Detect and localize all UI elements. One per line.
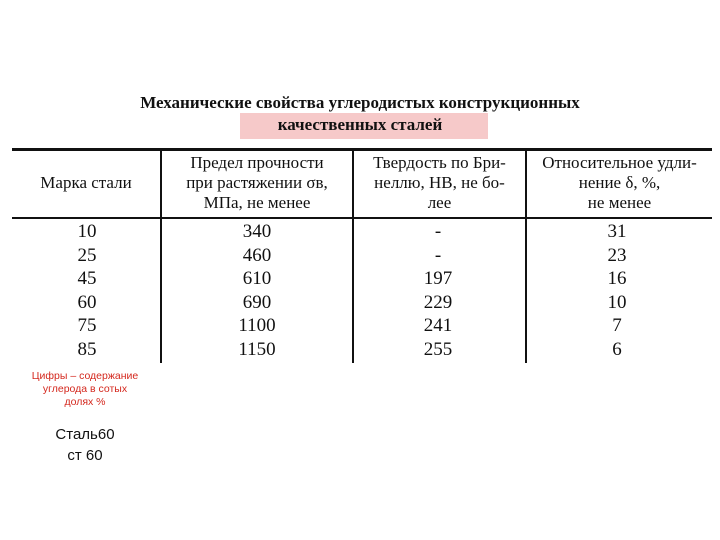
table-title	[60, 92, 660, 136]
table-cell: 60	[77, 291, 97, 313]
column-tensile-strength	[212, 220, 302, 361]
table-cell: -	[434, 244, 442, 266]
table-cell: 197	[423, 268, 453, 289]
table-cell: 690	[242, 291, 272, 313]
table-cell: 25	[77, 244, 97, 266]
table-top-border	[12, 148, 712, 151]
header-steel-grade: Марка стали	[40, 173, 132, 192]
table-cell: 1100	[238, 315, 276, 336]
table-cell: 460	[242, 244, 272, 266]
column-elongation	[582, 220, 652, 361]
table-cell: 31	[607, 221, 627, 242]
table-cell: 1150	[238, 338, 276, 360]
table-cell: 10	[607, 291, 627, 313]
table-cell: 45	[77, 268, 97, 289]
header-elongation: Относительное удли- нение δ, %, не менее	[542, 153, 697, 212]
column-brinell-hardness	[398, 220, 478, 361]
table-cell: 229	[423, 291, 453, 313]
table-cell: 6	[612, 338, 622, 360]
table-cell: 16	[607, 268, 627, 289]
header-brinell-hardness: Твердость по Бри- неллю, НВ, не бо- лее	[373, 153, 506, 212]
table-cell: 23	[607, 244, 627, 266]
table-cell: 75	[77, 315, 97, 336]
column-steel-grade	[52, 220, 122, 361]
steel-designation-example: Сталь60 ст 60	[55, 426, 115, 464]
table-cell: 7	[612, 315, 622, 336]
title-line-2: качественных сталей	[277, 115, 443, 134]
title-line-1: Механические свойства углеродистых конструкционных	[140, 93, 580, 112]
table-cell: 85	[77, 338, 97, 360]
table-cell: 255	[423, 338, 453, 360]
header-bottom-border	[12, 217, 712, 219]
table-cell: 241	[423, 315, 453, 336]
table-cell: 340	[242, 221, 272, 242]
steel-properties-table	[12, 148, 712, 363]
carbon-content-note: Цифры – содержание углерода в сотых долях %	[31, 370, 139, 408]
table-cell: 10	[77, 221, 97, 242]
table-cell: -	[434, 221, 442, 242]
table-cell: 610	[242, 268, 272, 289]
header-tensile-strength: Предел прочности при растяжении σв, МПа, не менее	[186, 153, 328, 212]
